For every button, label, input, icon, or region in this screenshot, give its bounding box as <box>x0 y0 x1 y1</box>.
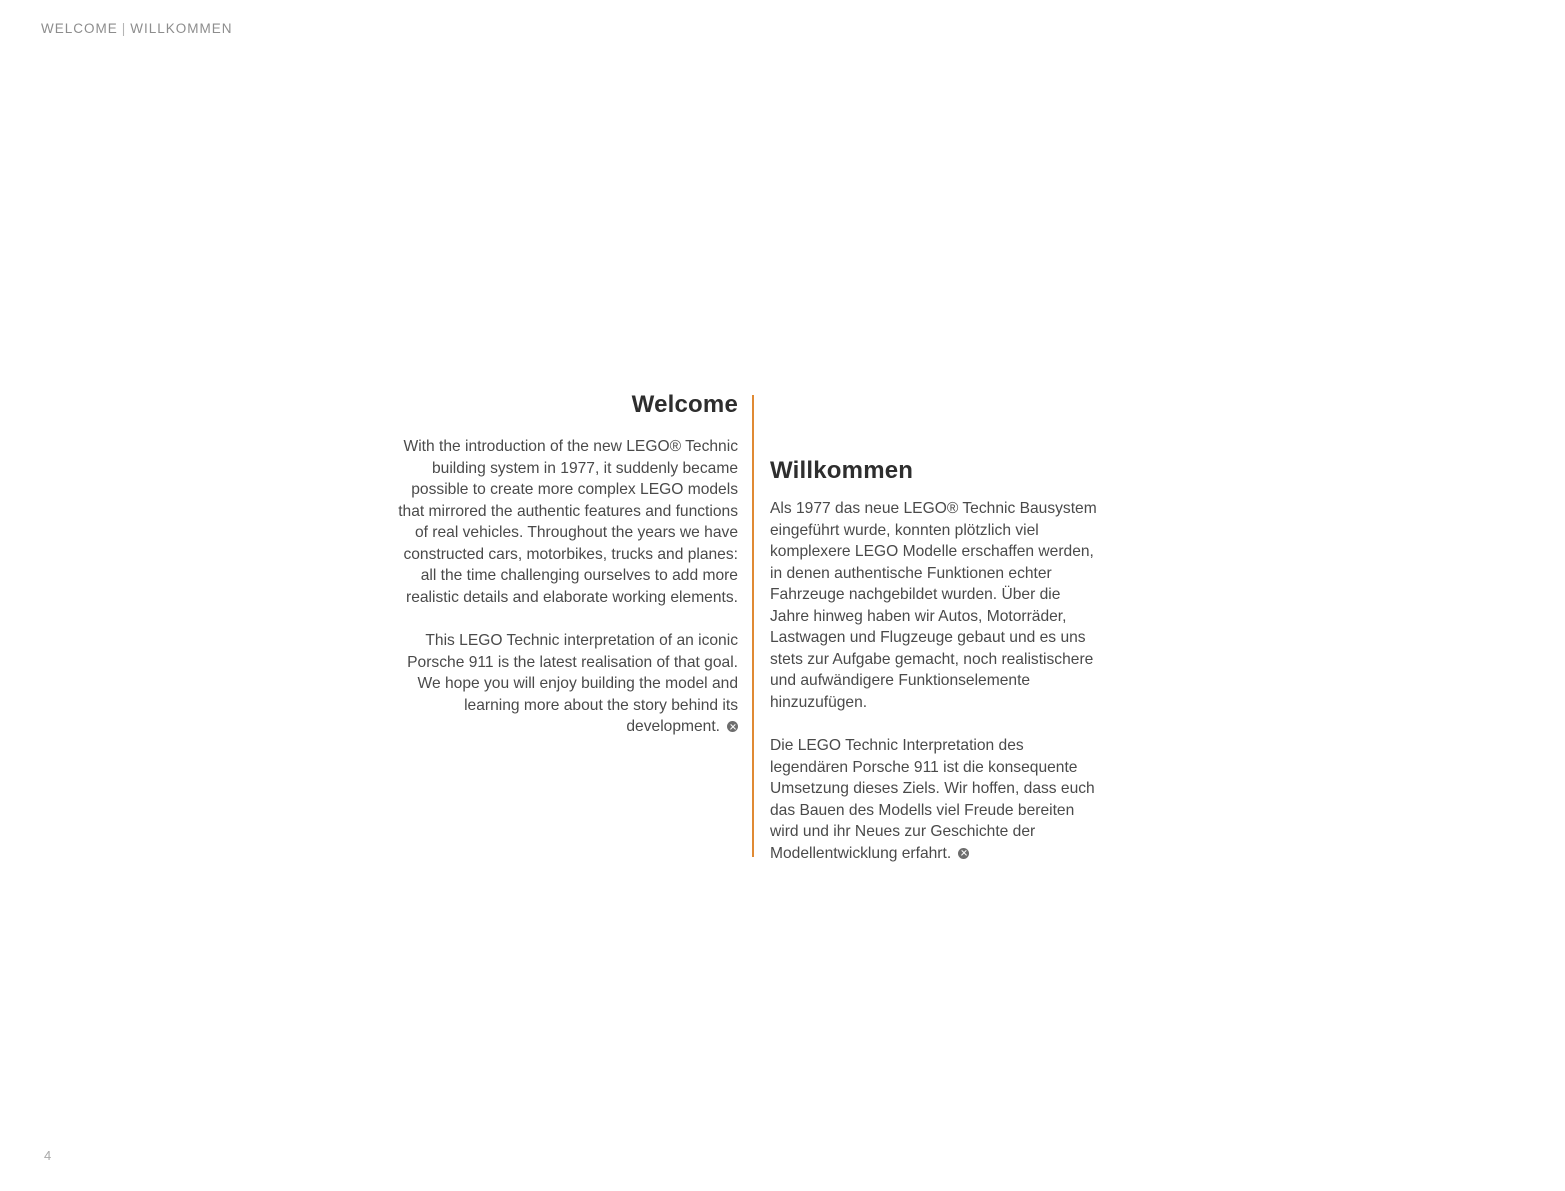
running-head-separator: | <box>121 21 127 36</box>
running-head-right: WILLKOMMEN <box>130 21 233 36</box>
welcome-column-english <box>395 392 738 738</box>
running-head <box>41 21 233 36</box>
paragraph-english-2 <box>395 630 738 738</box>
end-mark-icon <box>727 721 738 732</box>
paragraph-german-2-text: Die LEGO Technic Interpretation des legendären Porsche 911 ist die konsequente Umsetzung dieses Ziels. Wir hoffen, dass euch das Bauen des Modells viel Freude bereiten wird und ihr Neues zur Geschichte der Modellentwicklung erfahrt. <box>770 737 1095 862</box>
welcome-column-german <box>770 458 1100 864</box>
running-head-left: WELCOME <box>41 21 118 36</box>
page-title-english: Welcome <box>631 391 738 418</box>
page-number: 4 <box>44 1148 52 1163</box>
page-title-german: Willkommen <box>770 457 914 484</box>
paragraph-english-2-text: This LEGO Technic interpretation of an iconic Porsche 911 is the latest realisation of that goal. We hope you will enjoy building the model and learning more about the story behind its development. <box>407 632 738 736</box>
column-divider <box>752 395 754 857</box>
paragraph-english-1: With the introduction of the new LEGO® Technic building system in 1977, it suddenly became possible to create more complex LEGO models that mirrored the authentic features and functions of real vehicles. Throughout the years we have constructed cars, motorbikes, trucks and planes: all the time challenging ourselves to add more realistic details and elaborate working elements. <box>398 438 738 606</box>
end-mark-icon <box>958 848 969 859</box>
paragraph-german-1: Als 1977 das neue LEGO® Technic Bausystem eingeführt wurde, konnten plötzlich viel komplexere LEGO Modelle erschaffen werden, in denen authentische Funktionen echter Fahrzeuge nachgebildet wurden. Über die Jahre hinweg haben wir Autos, Motorräder, Lastwagen und Flugzeuge gebaut und es uns stets zur Aufgabe gemacht, noch realistischere und aufwändigere Funktionselemente hinzuzufügen. <box>770 500 1097 711</box>
paragraph-german-2 <box>770 735 1100 864</box>
